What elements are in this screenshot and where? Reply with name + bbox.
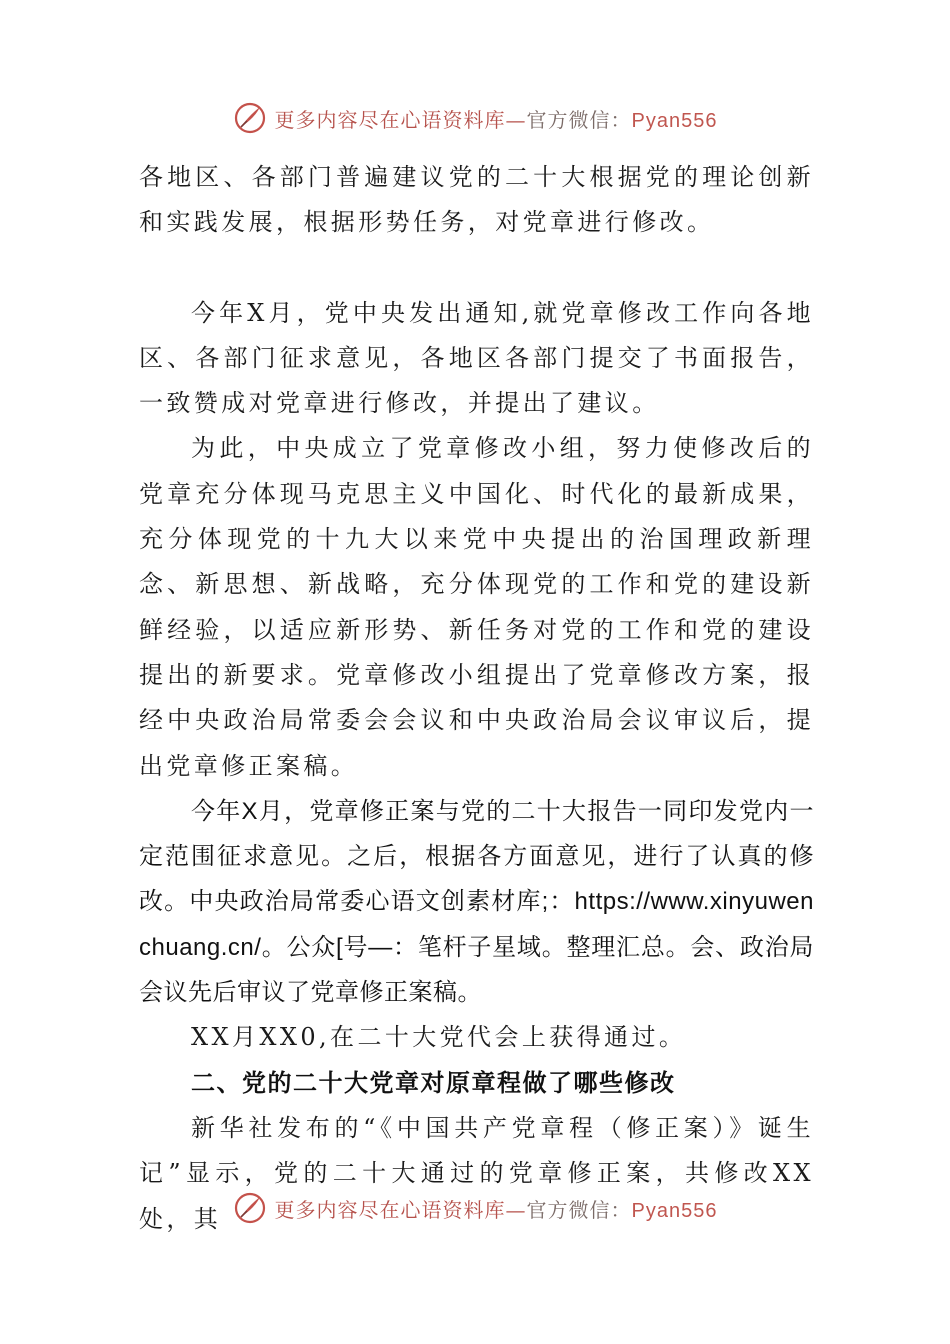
paragraph: 各地区、各部门普遍建议党的二十大根据党的理论创新和实践发展，根据形势任务，对党章进行修改。 <box>139 163 814 237</box>
wechat-account: Pyan556 <box>631 109 718 132</box>
quill-logo-icon <box>233 1191 267 1225</box>
document-body <box>139 155 814 1242</box>
header-watermark-banner <box>0 98 950 138</box>
paragraph: 为此，中央成立了党章修改小组，努力使修改后的党章充分体现马克思主义中国化、时代化的最新成果，充分体现党的十九大以来党中央提出的治国理政新理念、新思想、新战略，充分体现党的工作和党的建设新鲜经验，以适应新形势、新任务对党的工作和党的建设提出的新要求。党章修改小组提出了党章修改方案，报经中央政治局常委会会议和中央政治局会议审议后，提出党章修正案稿。 <box>139 434 814 780</box>
footer-watermark-banner <box>0 1188 950 1228</box>
paragraph: 今年X月，党中央发出通知,就党章修改工作向各地区、各部门征求意见，各地区各部门提交了书面报告，一致赞成对党章进行修改，并提出了建议。 <box>139 298 814 418</box>
paragraph: 新华社发布的“《中国共产党章程（修正案）》诞生记”显示，党的二十大通过的党章修正案，共修改XX处，其 <box>139 1113 814 1233</box>
paragraph: XX月XX0,在二十大党代会上获得通过。 <box>191 1023 687 1052</box>
banner-text: 更多内容尽在心语资料库—官方微信：Pyan556 <box>274 1197 718 1222</box>
paragraph: 今年X月，党章修正案与党的二十大报告一同印发党内一定范围征求意见。之后，根据各方面意见，进行了认真的修改。中央政治局常委心语文创素材库;：https://www.xinyuwenchuang.cn/。公众[号—：笔杆子星域。整理汇总。会、政治局会议先后审议了党章修正案稿。 <box>139 797 814 1007</box>
wechat-account: Pyan556 <box>631 1199 718 1222</box>
section-heading: 二、党的二十大党章对原章程做了哪些修改 <box>191 1068 676 1097</box>
banner-text: 更多内容尽在心语资料库—官方微信：Pyan556 <box>274 107 718 132</box>
quill-logo-icon <box>233 101 267 135</box>
